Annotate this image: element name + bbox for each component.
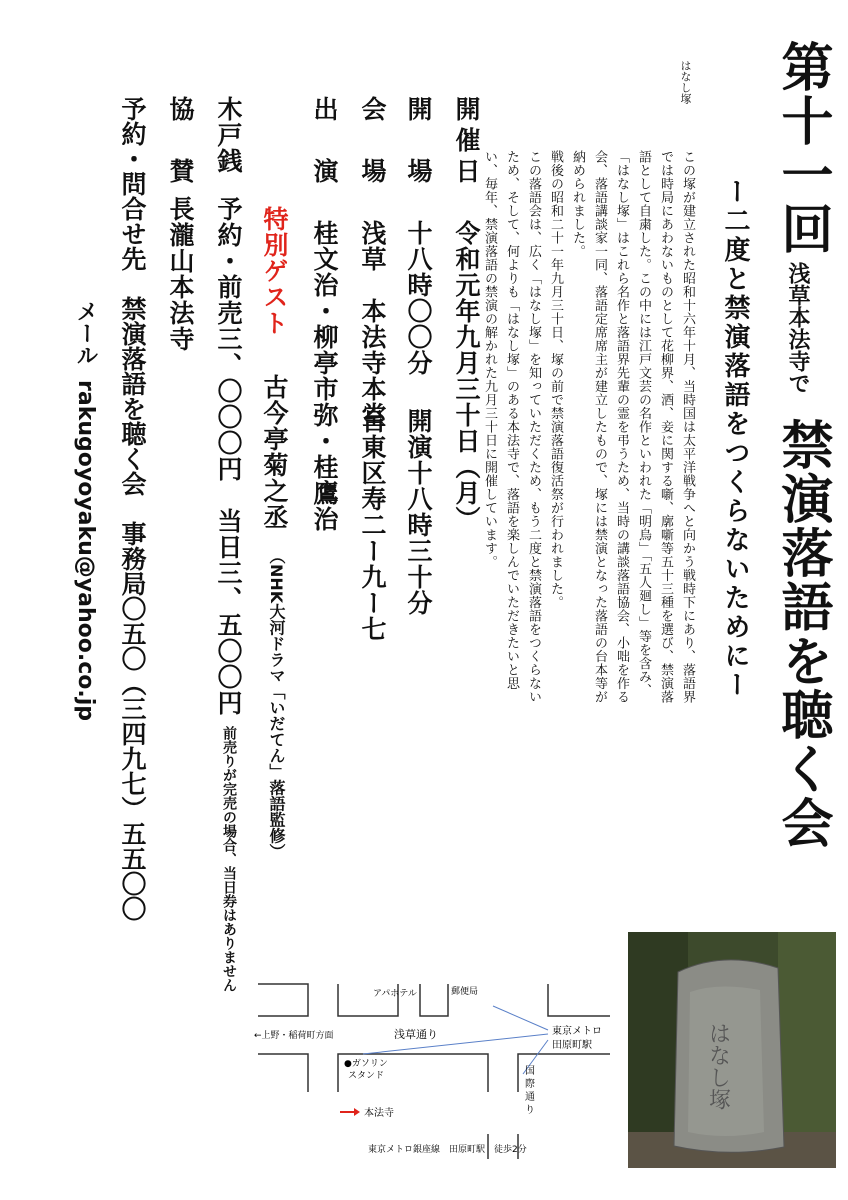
map-access-note: 東京メトロ銀座線 田原町駅 徒歩2分 [368,1145,527,1155]
map-label-honpoji: 本法寺 [364,1108,394,1119]
date-value: 令和元年九月三十日（月） [452,220,481,532]
sponsor-value: 長瀧山本法寺 [166,196,195,352]
svg-text:はなし塚: はなし塚 [705,1022,731,1110]
map-road [420,984,448,1016]
start-value: 開演十八時三十分 [404,408,433,616]
map-label-tawaramachi: 田原町駅 [552,1040,592,1051]
intro-paragraph: 戦後の昭和二十一年九月三十日、塚の前で禁演落語復活祭が行われました。 [548,150,563,609]
address-value: 台東区寿二ー九ー七 [358,408,387,642]
map-label-gas-station-2: スタンド [348,1071,385,1081]
fee-label: 木戸銭 [214,96,243,174]
venue-label: 会 場 [358,96,387,189]
date-label: 開催日 [452,96,481,189]
event-title: 禁演落語を聴く会 [772,418,832,850]
map-label-asakusa-dori: 浅草通り [394,1028,438,1041]
contact-label: 予約・問合せ先 [118,96,147,271]
sponsor-label: 協 賛 [166,96,195,189]
email-label: メール [73,300,98,366]
map-label-post-office: 郵便局 [451,987,479,997]
fee-value: 予約・前売三、〇〇〇円 当日三、五〇〇円 [214,196,243,716]
access-map [248,974,618,1164]
contact-value: 禁演落語を聴く会 事務局〇五〇（三四九七）五五〇〇 [118,296,147,921]
special-guest-label: 特別ゲスト [260,206,289,336]
event-edition: 第十一回 [772,40,832,256]
map-label-gas-station: ●ガソリン [344,1059,388,1069]
email-value: rakugoyoyaku@yahoo.co.jp [73,380,98,722]
map-label-kokusai: り [525,1105,535,1116]
map-label-kokusai: 国 [525,1066,535,1077]
map-label-kokusai: 際 [525,1079,535,1090]
event-subtitle: ー二度と禁演落語をつくらないためにー [720,178,750,700]
map-road [258,1054,308,1092]
intro-paragraph: この塚が建立された昭和十六年十月、当時国は太平洋戦争へと向かう戦時下にあり、落語界では時局にあわないものとして花柳界、酒、妾に関する噺、廓噺等五十三種を選び、禁演落語として自粛した。この中には江戸文芸の名作といわれた「明烏」「五人廻し」等を含み、「はなし塚」はこれら名作と落語界先輩の霊を弔うため、当時の講談落語協会、小咄を作る会、落語講談家一同、落語定席席主が建立したもので、塚には禁演となった落語の台本等が納められました。 [570,150,695,704]
map-label-apa-hotel: アパホテル [373,989,417,999]
map-label-metro: 東京メトロ [552,1026,602,1037]
map-road [258,984,308,1016]
venue-value: 浅草 本法寺本堂 [358,220,387,428]
map-label-ueno: ←上野・稲荷町方面 [254,1031,334,1041]
open-label: 開 場 [404,96,433,189]
performers-value: 桂文治・柳亭市弥・桂鷹治 [310,220,339,532]
performers-label: 出 演 [310,96,339,189]
map-label-kokusai: 通 [525,1092,535,1103]
intro-text [478,150,698,710]
intro-paragraph: この落語会は、広く「はなし塚」を知っていただくため、もう二度と禁演落語をつくらないため、そして、何よりも「はなし塚」のある本法寺で、落語を楽しんでいただきたいと思い、毎年、禁演落語の禁演の解かれた九月三十日に開催しています。 [482,150,541,704]
special-guest-note: （NHK大河ドラマ「いだてん」落語監修） [267,548,286,860]
event-venue-prefix: 浅草本法寺で [785,262,810,394]
red-arrow-icon [340,1108,360,1116]
special-guest-name: 古今亭菊之丞 [260,374,289,530]
map-road [548,984,610,1016]
hanashizuka-photo [628,932,836,1168]
fee-note: 前売りが完売の場合、当日券はありません [221,726,237,992]
open-value: 十八時〇〇分 [404,220,433,376]
hanashizuka-ruby: はなし塚 [679,60,692,104]
